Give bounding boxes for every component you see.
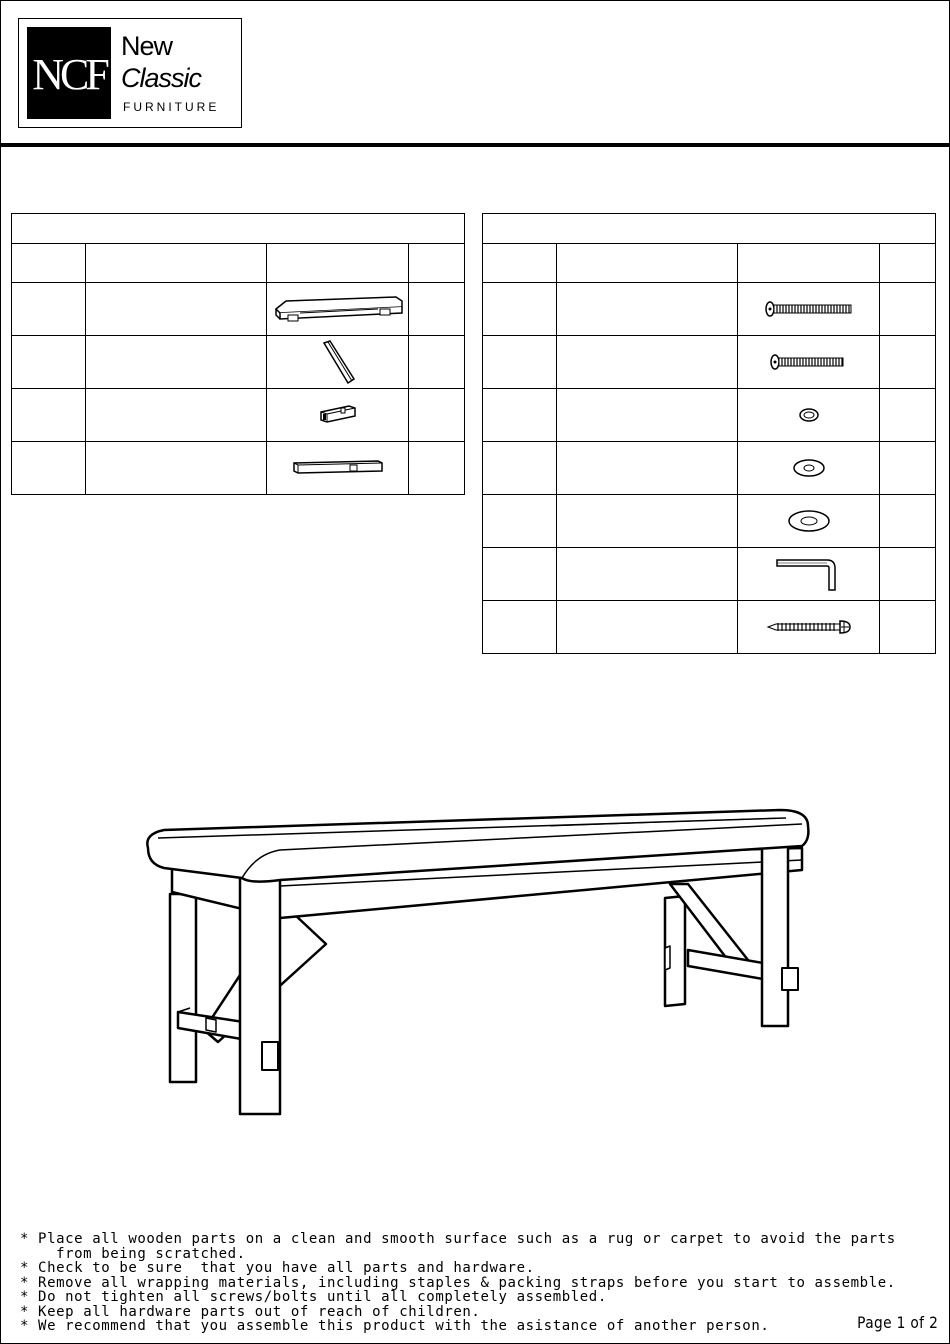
long-rail-icon bbox=[288, 453, 388, 483]
seat-top-icon bbox=[270, 289, 406, 329]
wood-parts-table bbox=[11, 213, 465, 495]
wood-col-part bbox=[12, 244, 86, 283]
brand-name-line2: Classic bbox=[121, 63, 202, 93]
hardware-caption bbox=[483, 214, 936, 244]
hw-col-picture bbox=[738, 244, 880, 283]
flat-washer-icon bbox=[789, 457, 829, 479]
medium-bolt-icon bbox=[764, 352, 854, 372]
hw-col-description bbox=[557, 244, 738, 283]
bench-illustration bbox=[130, 790, 830, 1130]
table-row bbox=[483, 283, 936, 336]
brand-logo bbox=[18, 18, 242, 128]
table-row bbox=[483, 336, 936, 389]
brace-icon bbox=[308, 339, 368, 385]
brand-name-line3: FURNITURE bbox=[123, 100, 220, 114]
page-number: Page 1 of 2 bbox=[856, 1313, 938, 1332]
table-row bbox=[12, 336, 465, 389]
short-rail-icon bbox=[313, 398, 363, 432]
brand-name-line1: New bbox=[121, 31, 173, 61]
large-washer-icon bbox=[784, 508, 834, 534]
header-divider bbox=[0, 143, 950, 147]
note-item: * Remove all wrapping materials, including staples & packing straps before you start to assemble. bbox=[20, 1274, 896, 1291]
table-row bbox=[483, 601, 936, 654]
wood-col-qty bbox=[409, 244, 465, 283]
wood-screw-icon bbox=[764, 617, 854, 637]
table-row bbox=[483, 389, 936, 442]
wood-col-picture bbox=[267, 244, 409, 283]
table-row bbox=[12, 442, 465, 495]
note-item: * Place all wooden parts on a clean and smooth surface such as a rug or carpet to avoid the parts from being scratched. bbox=[20, 1231, 896, 1262]
note-item: * Keep all hardware parts out of reach of children. bbox=[20, 1303, 481, 1320]
brand-monogram: NCF bbox=[32, 50, 106, 99]
header bbox=[0, 0, 950, 145]
wood-col-description bbox=[86, 244, 267, 283]
wood-parts-caption bbox=[12, 214, 465, 244]
lock-washer-icon bbox=[794, 405, 824, 425]
table-row bbox=[12, 389, 465, 442]
hardware-table bbox=[482, 213, 936, 654]
table-row bbox=[483, 442, 936, 495]
table-row bbox=[12, 283, 465, 336]
hw-col-part bbox=[483, 244, 557, 283]
assembly-notes bbox=[20, 1232, 920, 1334]
hw-col-qty bbox=[880, 244, 936, 283]
note-item: * Check to be sure that you have all parts and hardware. bbox=[20, 1260, 535, 1276]
table-row bbox=[483, 495, 936, 548]
note-item: * Do not tighten all screws/bolts until all completely assembled. bbox=[20, 1289, 607, 1305]
table-row bbox=[483, 548, 936, 601]
note-item: * We recommend that you assemble this product with the asistance of another person. bbox=[20, 1318, 770, 1334]
allen-wrench-icon bbox=[771, 554, 847, 594]
long-bolt-icon bbox=[759, 299, 859, 319]
